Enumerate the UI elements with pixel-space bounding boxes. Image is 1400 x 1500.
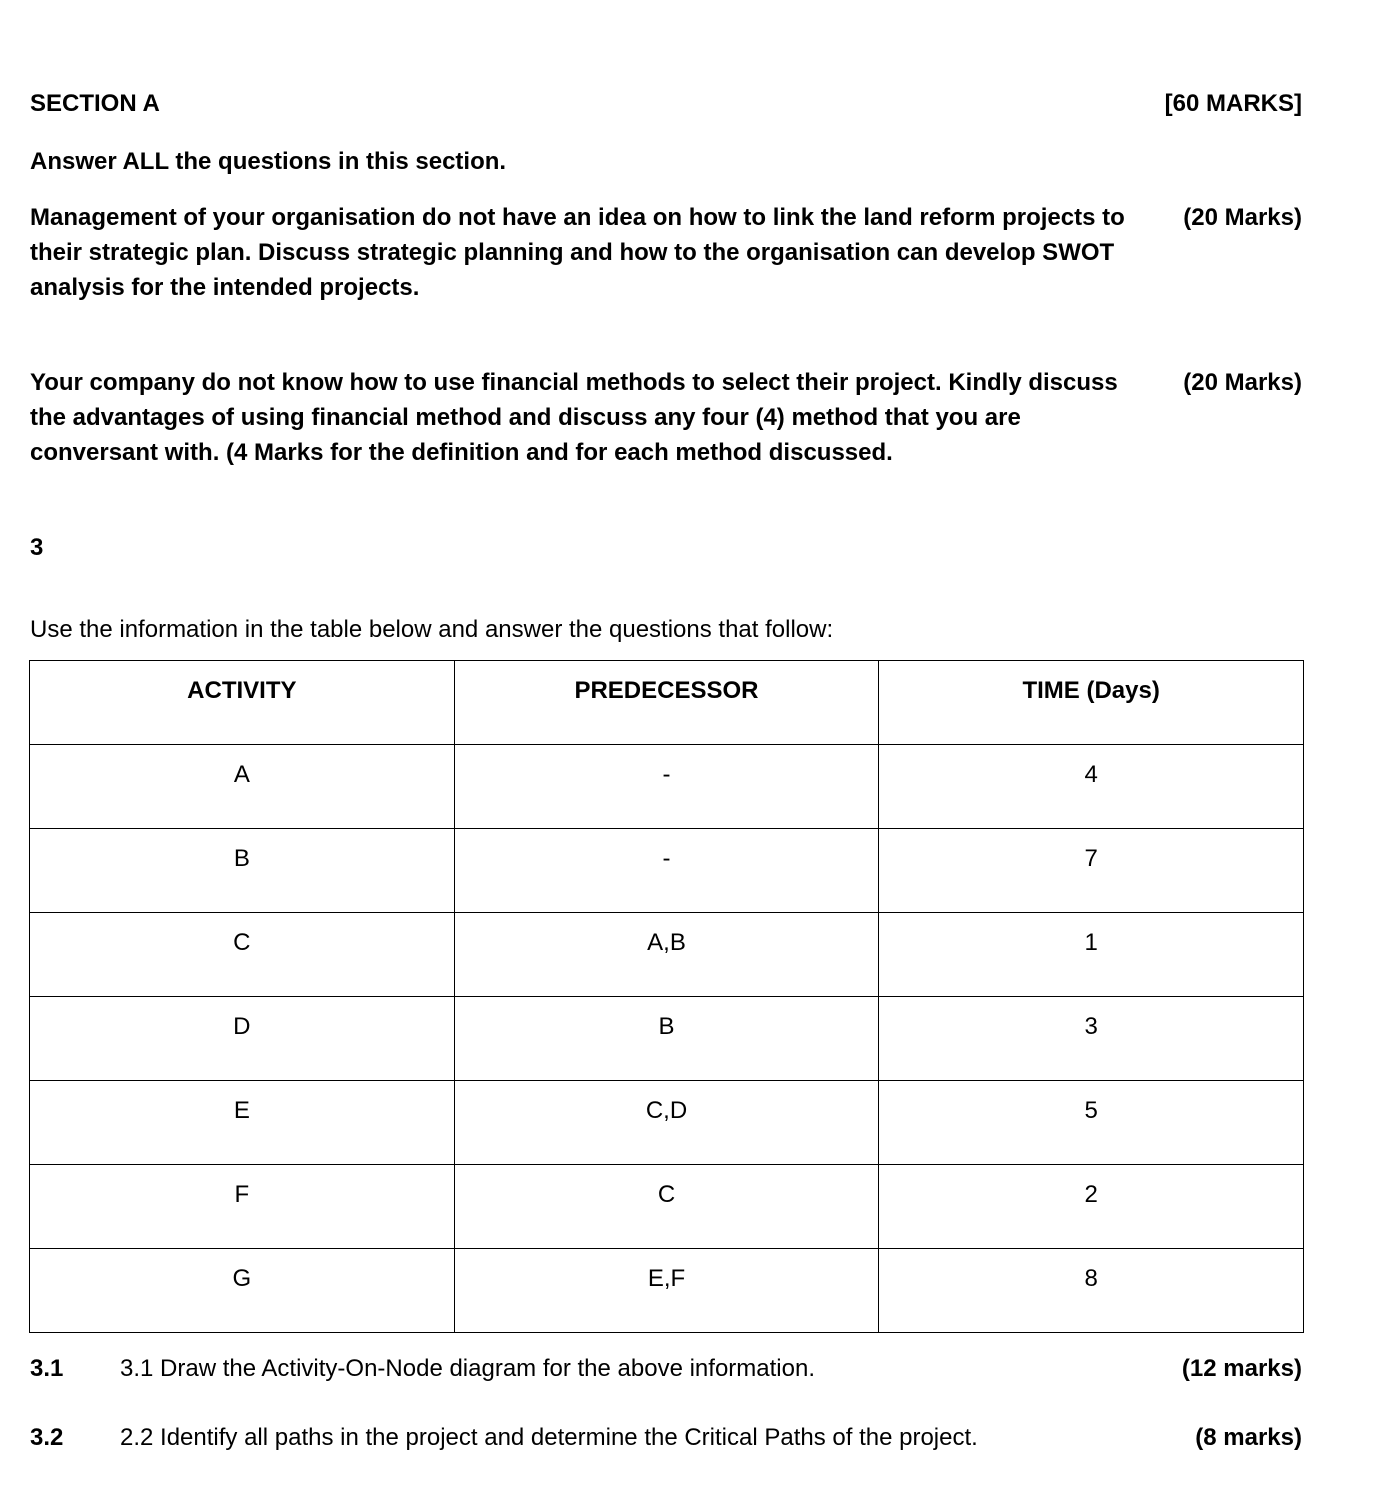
- question-2-text: Your company do not know how to use financial methods to select their project. Kindly discuss the advantages of using financial method and discuss any four (4) method that you are conversant with. (4 Marks for the definition and for each method discussed.: [30, 369, 1118, 466]
- time-cell: 8: [879, 1249, 1304, 1333]
- question-3-intro: Use the information in the table below and answer the questions that follow:: [30, 616, 834, 643]
- subquestion-3-1-number: 3.1: [30, 1355, 64, 1382]
- subquestion-3-2-marks: (8 marks): [1195, 1424, 1302, 1451]
- predecessor-cell: E,F: [454, 1249, 879, 1333]
- time-cell: 4: [879, 745, 1304, 829]
- time-cell: 5: [879, 1081, 1304, 1165]
- header-time: TIME (Days): [879, 661, 1304, 745]
- predecessor-cell: C: [454, 1165, 879, 1249]
- predecessor-cell: B: [454, 997, 879, 1081]
- table-row: [30, 1165, 1304, 1249]
- table-row: [30, 997, 1304, 1081]
- time-cell: 1: [879, 913, 1304, 997]
- subquestion-3-1-marks: (12 marks): [1181, 1355, 1302, 1382]
- predecessor-cell: -: [454, 745, 879, 829]
- predecessor-cell: -: [454, 829, 879, 913]
- activity-cell: A: [30, 745, 455, 829]
- activity-cell: D: [30, 997, 455, 1081]
- header-activity: ACTIVITY: [30, 661, 455, 745]
- table-header-row: [30, 661, 1304, 745]
- question-1-text: Management of your organisation do not have an idea on how to link the land reform projects to their strategic plan. Discuss strategic planning and how to the organisation can develop SWOT analysis for the intended projects.: [30, 204, 1125, 301]
- time-cell: 2: [879, 1165, 1304, 1249]
- section-instructions: Answer ALL the questions in this section.: [30, 148, 507, 175]
- predecessor-cell: A,B: [454, 913, 879, 997]
- activity-cell: F: [30, 1165, 455, 1249]
- subquestion-3-2-number: 3.2: [30, 1424, 64, 1451]
- table-row: [30, 1081, 1304, 1165]
- subquestion-3-2-text: 2.2 Identify all paths in the project and determine the Critical Paths of the project.: [120, 1424, 978, 1451]
- table-row: [30, 745, 1304, 829]
- activity-cell: G: [30, 1249, 455, 1333]
- activity-cell: C: [30, 913, 455, 997]
- table-row: [30, 829, 1304, 913]
- header-predecessor: PREDECESSOR: [454, 661, 879, 745]
- section-marks: [60 MARKS]: [1164, 90, 1302, 117]
- question-3-number: 3: [30, 534, 44, 561]
- activity-table: [29, 660, 1304, 1333]
- subquestion-3-1-text: 3.1 Draw the Activity-On-Node diagram for the above information.: [120, 1355, 815, 1382]
- activity-cell: E: [30, 1081, 455, 1165]
- section-title: SECTION A: [30, 90, 160, 117]
- activity-cell: B: [30, 829, 455, 913]
- question-2-marks: (20 Marks): [1183, 369, 1302, 396]
- question-1-marks: (20 Marks): [1183, 204, 1302, 231]
- table-row: [30, 913, 1304, 997]
- table-row: [30, 1249, 1304, 1333]
- predecessor-cell: C,D: [454, 1081, 879, 1165]
- time-cell: 3: [879, 997, 1304, 1081]
- time-cell: 7: [879, 829, 1304, 913]
